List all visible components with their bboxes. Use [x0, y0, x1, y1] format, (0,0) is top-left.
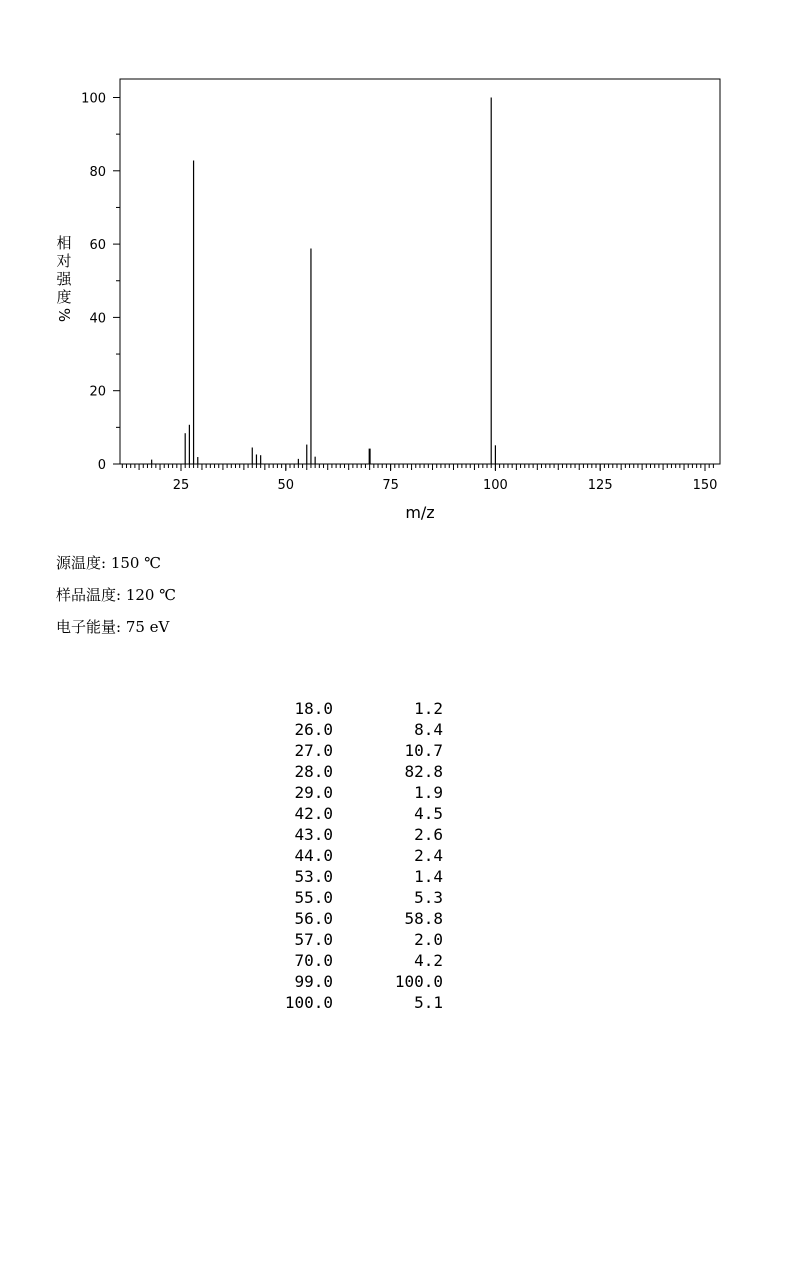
- y-tick-label: 100: [81, 91, 106, 107]
- y-tick-label: 80: [89, 164, 106, 180]
- peak-table: [270, 698, 443, 1013]
- x-tick-label: 75: [382, 478, 399, 493]
- mz-cell: 55.0: [294, 888, 333, 907]
- table-row: [270, 950, 443, 971]
- abundance-cell: 82.8: [404, 762, 443, 781]
- mz-cell: 53.0: [294, 867, 333, 886]
- table-row: [270, 992, 443, 1013]
- x-tick-label: 150: [692, 478, 718, 493]
- abundance-cell: 4.5: [414, 804, 443, 823]
- abundance-cell: 4.2: [414, 951, 443, 970]
- table-row: [270, 719, 443, 740]
- y-axis-label-char: 对: [56, 252, 72, 270]
- mz-cell: 18.0: [294, 699, 333, 718]
- table-row: [270, 908, 443, 929]
- abundance-cell: 10.7: [404, 741, 443, 760]
- y-axis-label: [52, 234, 76, 324]
- y-axis-label-char: 相: [56, 234, 72, 252]
- abundance-cell: 1.2: [414, 699, 443, 718]
- table-row: [270, 824, 443, 845]
- table-row: [270, 866, 443, 887]
- sample-temperature: 样品温度: 120 ℃: [56, 586, 177, 604]
- abundance-cell: 1.4: [414, 867, 443, 886]
- table-row: [270, 740, 443, 761]
- x-tick-label: 25: [172, 478, 190, 493]
- y-tick-label: 0: [97, 458, 106, 473]
- mz-cell: 56.0: [294, 909, 333, 928]
- table-row: [270, 845, 443, 866]
- mz-cell: 42.0: [294, 804, 333, 823]
- abundance-cell: 2.6: [414, 825, 443, 844]
- mz-cell: 99.0: [294, 972, 333, 991]
- x-minor-ticks: [122, 464, 713, 470]
- y-tick-label: 60: [89, 238, 106, 254]
- source-temperature: 源温度: 150 ℃: [56, 554, 162, 572]
- y-tick-label: 40: [89, 311, 106, 327]
- y-axis: [81, 92, 120, 474]
- table-row: [270, 782, 443, 803]
- table-row: [270, 929, 443, 950]
- mz-cell: 29.0: [294, 783, 333, 802]
- mz-cell: 27.0: [294, 741, 333, 760]
- y-axis-label-char: 度: [56, 288, 72, 306]
- y-tick-label: 20: [89, 384, 106, 400]
- mz-cell: 70.0: [294, 951, 333, 970]
- abundance-cell: 1.9: [414, 783, 443, 802]
- x-axis: [173, 464, 718, 493]
- electron-energy: 电子能量: 75 eV: [56, 618, 170, 636]
- x-tick-label: 125: [587, 478, 613, 493]
- abundance-cell: 5.1: [414, 993, 443, 1012]
- table-row: [270, 698, 443, 719]
- mz-cell: 100.0: [284, 993, 333, 1012]
- plot-frame: [120, 79, 720, 464]
- table-row: [270, 803, 443, 824]
- mz-cell: 57.0: [294, 930, 333, 949]
- abundance-cell: 2.4: [414, 846, 443, 865]
- abundance-cell: 5.3: [414, 888, 443, 907]
- mz-cell: 44.0: [294, 846, 333, 865]
- abundance-cell: 100.0: [394, 972, 443, 991]
- y-axis-label-char: 强: [56, 270, 72, 288]
- spectrum-bars: [152, 98, 496, 465]
- table-row: [270, 887, 443, 908]
- mass-spectrum-chart: [0, 0, 794, 530]
- table-row: [270, 761, 443, 782]
- x-tick-label: 100: [482, 478, 508, 493]
- mz-cell: 26.0: [294, 720, 333, 739]
- abundance-cell: 58.8: [404, 909, 443, 928]
- abundance-cell: 2.0: [414, 930, 443, 949]
- mz-cell: 28.0: [294, 762, 333, 781]
- x-axis-label: m/z: [405, 503, 435, 522]
- abundance-cell: 8.4: [414, 720, 443, 739]
- x-tick-label: 50: [277, 478, 295, 493]
- mz-cell: 43.0: [294, 825, 333, 844]
- y-axis-label-char: %: [55, 307, 73, 323]
- table-row: [270, 971, 443, 992]
